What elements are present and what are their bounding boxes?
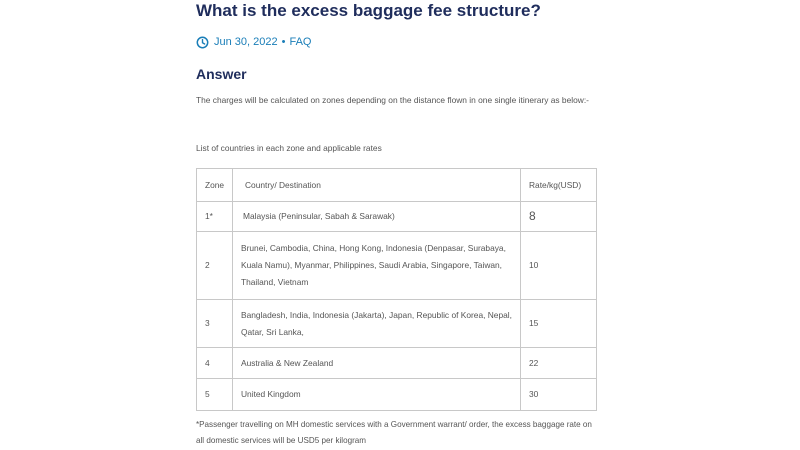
- destination-cell: United Kingdom: [233, 379, 521, 411]
- table-row: [197, 232, 597, 300]
- clock-icon: [196, 36, 209, 49]
- table-header-row: [197, 169, 597, 202]
- zone-cell: 3: [197, 300, 233, 348]
- zone-cell: 5: [197, 379, 233, 411]
- article-date: Jun 30, 2022: [214, 36, 278, 48]
- header-zone: Zone: [197, 169, 233, 202]
- header-rate: Rate/kg(USD): [521, 169, 597, 202]
- answer-intro: The charges will be calculated on zones depending on the distance flown in one single itinerary as below:-: [196, 95, 589, 105]
- table-row: [197, 379, 597, 411]
- rate-cell: 10: [521, 232, 597, 300]
- page-title: What is the excess baggage fee structure?: [196, 1, 541, 20]
- answer-heading: Answer: [196, 66, 247, 82]
- article-category[interactable]: FAQ: [289, 36, 312, 48]
- footnote: *Passenger travelling on MH domestic services with a Government warrant/ order, the excess baggage rate on all domestic services will be USD5 per kilogram: [196, 420, 592, 445]
- table-row: [197, 348, 597, 379]
- list-caption: List of countries in each zone and applicable rates: [196, 143, 382, 153]
- zone-cell: 1*: [197, 202, 233, 232]
- rate-cell: 22: [521, 348, 597, 379]
- header-destination: Country/ Destination: [233, 169, 521, 202]
- article-meta: [196, 34, 312, 50]
- table-row: [197, 300, 597, 348]
- meta-separator: •: [281, 36, 286, 48]
- rate-cell: 30: [521, 379, 597, 411]
- destination-cell: Malaysia (Peninsular, Sabah & Sarawak): [233, 202, 521, 232]
- table-row: [197, 202, 597, 232]
- destination-cell: Bangladesh, India, Indonesia (Jakarta), Japan, Republic of Korea, Nepal, Qatar, Sri Lanka,: [233, 300, 521, 348]
- destination-cell: Australia & New Zealand: [233, 348, 521, 379]
- zone-cell: 2: [197, 232, 233, 300]
- zone-cell: 4: [197, 348, 233, 379]
- rate-cell: 8: [521, 202, 597, 232]
- destination-cell: Brunei, Cambodia, China, Hong Kong, Indonesia (Denpasar, Surabaya, Kuala Namu), Myanmar, Philippines, Saudi Arabia, Singapore, Taiwan, Thailand, Vietnam: [233, 232, 521, 300]
- zone-rates-table: [196, 168, 597, 411]
- rate-cell: 15: [521, 300, 597, 348]
